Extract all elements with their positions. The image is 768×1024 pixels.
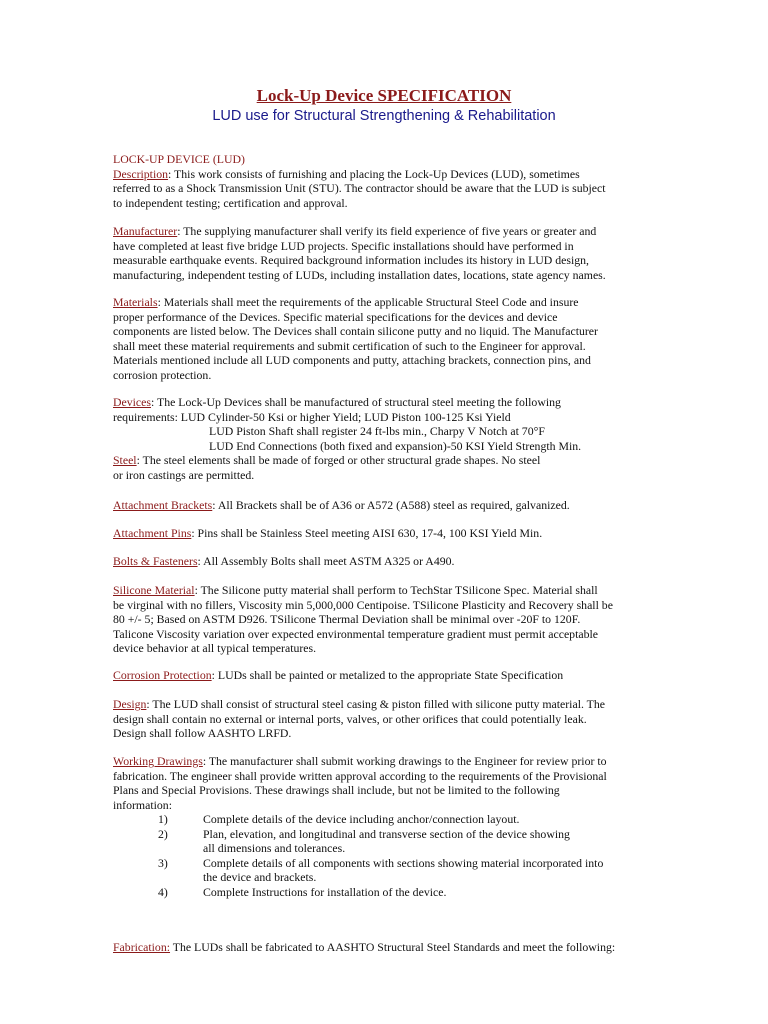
devices-label: Devices [113, 395, 151, 409]
devices-text: requirements: LUD Cylinder-50 Ksi or higher Yield; LUD Piston 100-125 Ksi Yield [113, 409, 511, 424]
brackets-text: : All Brackets shall be of A36 or A572 (A588) steel as required, galvanized. [212, 498, 570, 512]
design-text: design shall contain no external or internal ports, valves, or other orifices that could potentially leak. [113, 711, 587, 726]
steel-label: Steel [113, 453, 137, 468]
design-text: : The LUD shall consist of structural steel casing & piston filled with silicone putty material. The [146, 697, 605, 711]
silicone-text: 80 +/- 5; Based on ASTM D926. TSilicone Thermal Deviation shall be minimal over -20F to 120F. [113, 612, 581, 627]
list-text: Complete details of the device including anchor/connection layout. [203, 812, 520, 826]
brackets-label: Attachment Brackets [113, 498, 213, 512]
corrosion-text: : LUDs shall be painted or metalized to the appropriate State Specification [211, 668, 564, 682]
materials-text: Materials mentioned include all LUD components and putty, attaching brackets, connection pins, and [113, 353, 591, 368]
description-text: to independent testing; certification and approval. [113, 195, 348, 210]
list-text: Plan, elevation, and longitudinal and transverse section of the device showing [203, 826, 570, 841]
description-text: : This work consists of furnishing and placing the Lock-Up Devices (LUD), sometimes [168, 166, 580, 181]
brackets-section [113, 498, 658, 513]
list-text: Complete details of all components with sections showing material incorporated into [203, 855, 604, 870]
manufacturer-text: : The supplying manufacturer shall verify its field experience of five years or greater and [177, 224, 597, 238]
bolts-section [113, 554, 658, 569]
devices-section [113, 395, 658, 483]
materials-text: components are listed below. The Devices shall contain silicone putty and no liquid. The Manufacturer [113, 324, 598, 339]
pins-label: Attachment Pins [113, 526, 192, 540]
list-number: 1) [158, 812, 168, 826]
description-section [113, 152, 658, 210]
silicone-text: : The Silicone putty material shall perform to TechStar TSilicone Spec. Material shall [194, 583, 598, 597]
manufacturer-section [113, 224, 658, 282]
silicone-text: Talicone Viscosity variation over expected environmental temperature gradient must permit acceptable [113, 626, 599, 641]
list-number: 2) [158, 826, 168, 841]
materials-text: : Materials shall meet the requirements of the applicable Structural Steel Code and insure [157, 295, 579, 309]
drawings-text: information: [113, 797, 172, 812]
list-text: all dimensions and tolerances. [203, 841, 346, 856]
pins-section [113, 526, 658, 541]
description-label: Description [113, 166, 169, 181]
drawings-label: Working Drawings [113, 754, 203, 768]
devices-text: : The Lock-Up Devices shall be manufactured of structural steel meeting the following [151, 395, 561, 409]
silicone-label: Silicone Material [113, 583, 195, 597]
design-text: Design shall follow AASHTO LRFD. [113, 726, 292, 741]
design-label: Design [113, 697, 147, 711]
description-text: referred to as a Shock Transmission Unit (STU). The contractor should be aware that the LUD is subject [113, 181, 606, 196]
manufacturer-label: Manufacturer [113, 224, 178, 238]
document-title: Lock-Up Device SPECIFICATION [256, 86, 512, 105]
bolts-label: Bolts & Fasteners [113, 554, 198, 568]
materials-label: Materials [113, 295, 158, 309]
fabrication-section [113, 940, 658, 955]
bolts-text: : All Assembly Bolts shall meet ASTM A325 or A490. [197, 554, 455, 568]
drawings-text: : The manufacturer shall submit working drawings to the Engineer for review prior to [202, 754, 607, 768]
materials-text: shall meet these material requirements and submit certification of such to the Engineer for approval. [113, 338, 586, 353]
list-text: Complete Instructions for installation of the device. [203, 885, 447, 899]
design-section [113, 697, 658, 741]
corrosion-section [113, 668, 658, 683]
corrosion-label: Corrosion Protection [113, 668, 212, 682]
materials-section [113, 295, 658, 383]
drawings-list [113, 812, 658, 902]
list-number: 3) [158, 855, 168, 870]
silicone-text: device behavior at all typical temperatures. [113, 641, 317, 656]
silicone-section [113, 583, 658, 656]
materials-text: proper performance of the Devices. Specific material specifications for the devices and device [113, 309, 558, 324]
pins-text: : Pins shall be Stainless Steel meeting AISI 630, 17-4, 100 KSI Yield Min. [191, 526, 543, 540]
manufacturer-text: have completed at least five bridge LUD projects. Specific installations should have performed in [113, 238, 574, 253]
fabrication-label: Fabrication: [113, 940, 171, 954]
section-heading: LOCK-UP DEVICE (LUD) [113, 152, 245, 166]
list-number: 4) [158, 885, 168, 899]
drawings-text: Plans and Special Provisions. These drawings shall include, but not be limited to the following [113, 783, 560, 798]
document-subtitle: LUD use for Structural Strengthening & Rehabilitation [212, 108, 556, 124]
list-text: the device and brackets. [203, 870, 317, 885]
steel-text: : The steel elements shall be made of forged or other structural grade shapes. No steel [136, 453, 541, 468]
devices-indented-text: LUD End Connections (both fixed and expansion)-50 KSI Yield Strength Min. [209, 438, 582, 453]
manufacturer-text: manufacturing, independent testing of LUDs, including installation dates, locations, state agency names. [113, 267, 606, 282]
steel-text: or iron castings are permitted. [113, 467, 255, 482]
drawings-section [113, 754, 658, 812]
fabrication-text: The LUDs shall be fabricated to AASHTO Structural Steel Standards and meet the following: [170, 940, 616, 954]
manufacturer-text: measurable earthquake events. Required background information includes its history in LUD design, [113, 253, 590, 268]
silicone-text: be virginal with no fillers, Viscosity min 5,000,000 Centipoise. TSilicone Plasticity and Recovery shall be [113, 597, 613, 612]
devices-indented-text: LUD Piston Shaft shall register 24 ft-lbs min., Charpy V Notch at 70°F [209, 424, 545, 439]
materials-text: corrosion protection. [113, 367, 212, 382]
drawings-text: fabrication. The engineer shall provide written approval according to the requirements of the Provisional [113, 768, 607, 783]
